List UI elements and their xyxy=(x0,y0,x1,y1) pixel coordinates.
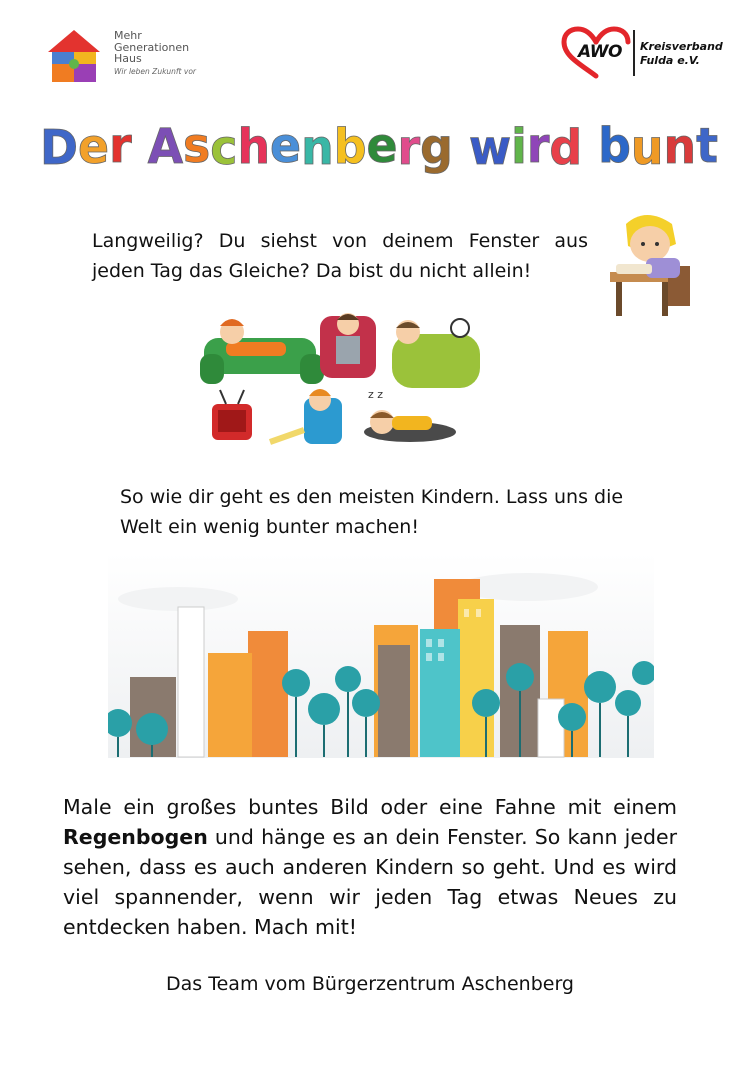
signature: Das Team vom Bürgerzentrum Aschenberg xyxy=(166,973,574,995)
final-text-after: und hänge es an dein Fenster. So kann jeder sehen, dass es auch anderen Kindern so geht. Und es wird viel spannender, wenn wir jeden Tag etwas Neues zu entdecken haben. Mach mit! xyxy=(63,825,677,939)
awo-org-line1: Kreisverband xyxy=(640,40,723,53)
title-text: Der Aschenberg wird bunt xyxy=(40,118,720,176)
bored-child-at-desk-illustration xyxy=(606,210,696,320)
mehrgenerationenhaus-logo xyxy=(44,26,204,88)
awo-brand: AWO xyxy=(578,42,622,62)
final-paragraph xyxy=(63,792,677,942)
mgh-line3: Haus xyxy=(114,52,142,66)
awo-organisation xyxy=(640,40,723,68)
awo-logo xyxy=(560,26,725,82)
final-text-bold: Regenbogen xyxy=(63,825,208,849)
second-paragraph: So wie dir geht es den meisten Kindern. Lass uns die Welt ein wenig bunter machen! xyxy=(120,486,624,538)
title-svg xyxy=(0,100,750,180)
mgh-line1: Mehr xyxy=(114,29,142,42)
colorful-city-skyline-illustration xyxy=(108,553,654,758)
mgh-line2: Generationen xyxy=(114,40,190,54)
page-title xyxy=(0,100,750,180)
bored-children-illustration xyxy=(196,302,494,460)
svg-text:z z: z z xyxy=(368,388,384,401)
mgh-tagline: Wir leben Zukunft vor xyxy=(114,66,196,76)
intro-paragraph: Langweilig? Du siehst von deinem Fenster aus jeden Tag das Gleiche? Da bist du nicht allein! xyxy=(92,230,588,282)
awo-divider xyxy=(633,30,635,76)
final-text-before: Male ein großes buntes Bild oder eine Fahne mit einem xyxy=(63,795,677,819)
house-puzzle-logo-icon xyxy=(44,26,108,88)
awo-org-line2: Fulda e.V. xyxy=(640,53,700,67)
